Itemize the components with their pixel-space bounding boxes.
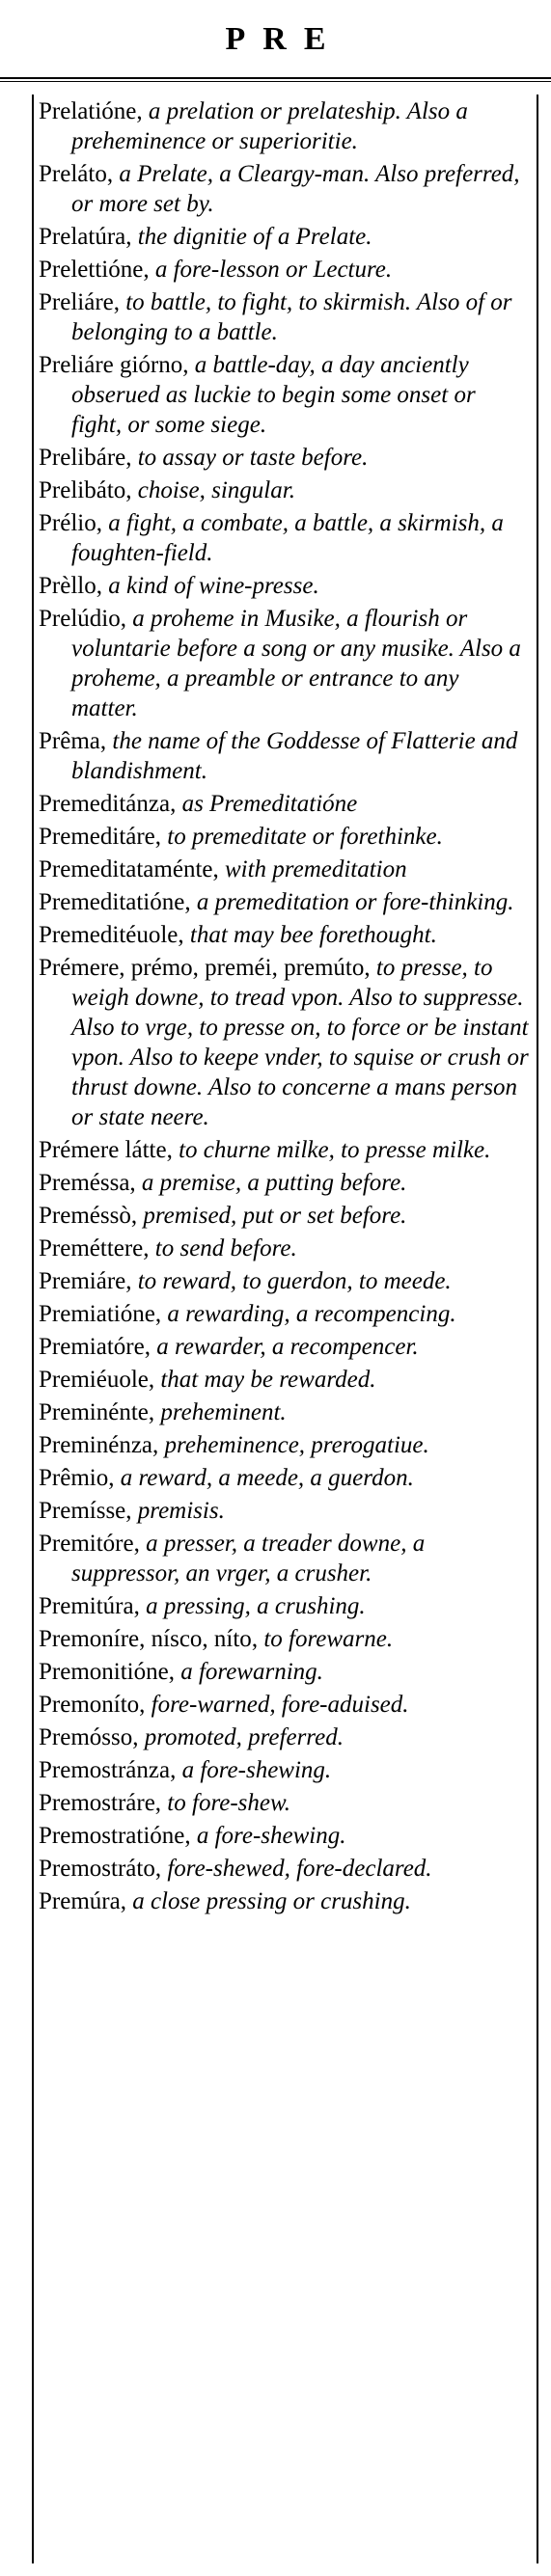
entry-separator: , <box>133 1531 147 1557</box>
entry-definition: premisis. <box>137 1498 225 1524</box>
entry-definition: that may be rewarded. <box>160 1367 376 1393</box>
entry-separator: , <box>184 889 197 915</box>
entry-headword: Premeditáre <box>39 824 155 850</box>
dictionary-entry <box>39 443 531 473</box>
dictionary-entry <box>39 726 531 786</box>
dictionary-entry <box>39 1591 531 1621</box>
entry-definition: premised, put or set before. <box>143 1203 407 1229</box>
entry-separator: , <box>170 791 182 817</box>
dictionary-entry <box>39 1886 531 1916</box>
entry-definition: a reward, a meede, a guerdon. <box>120 1465 414 1491</box>
entry-definition: choise, singular. <box>137 477 295 503</box>
entry-separator: , <box>154 1301 168 1327</box>
entry-headword: Premísse <box>39 1498 126 1524</box>
entry-definition: a close pressing or crushing. <box>132 1888 411 1914</box>
dictionary-entry <box>39 1201 531 1231</box>
entry-separator: , <box>251 1626 264 1652</box>
entry-headword: Prêmio <box>39 1465 109 1491</box>
column-left-rule <box>32 95 34 2563</box>
entry-headword: Premostráto <box>39 1856 155 1882</box>
entry-separator: , <box>178 922 190 948</box>
dictionary-entry <box>39 1168 531 1198</box>
entry-separator: , <box>364 955 376 981</box>
dictionary-entry <box>39 255 531 285</box>
entry-headword: Premonitióne <box>39 1659 169 1685</box>
dictionary-entry <box>39 887 531 917</box>
entry-headword: Prelatióne <box>39 98 137 124</box>
entry-headword: Prèllo <box>39 573 96 599</box>
dictionary-entry <box>39 1397 531 1427</box>
dictionary-entry <box>39 1854 531 1884</box>
entry-separator: , <box>125 224 138 250</box>
dictionary-entry <box>39 1430 531 1460</box>
entry-definition: that may bee forethought. <box>189 922 437 948</box>
entry-headword: Prelatúra <box>39 224 126 250</box>
entry-definition: a forewarning. <box>180 1659 323 1685</box>
entry-headword: Premostratióne <box>39 1823 185 1849</box>
entry-definition: fore-shewed, fore-declared. <box>167 1856 432 1882</box>
dictionary-entry <box>39 1496 531 1526</box>
entry-separator: , <box>136 98 149 124</box>
dictionary-entry <box>39 1234 531 1263</box>
entry-separator: , <box>106 161 120 187</box>
running-head-text: PRE <box>225 21 344 57</box>
entry-separator: , <box>120 1888 133 1914</box>
entry-separator: , <box>139 1692 152 1718</box>
entry-definition: preheminent. <box>160 1399 287 1425</box>
dictionary-entry <box>39 604 531 723</box>
entry-separator: , <box>184 1823 197 1849</box>
dictionary-entry <box>39 508 531 568</box>
entry-headword: Premeditéuole <box>39 922 179 948</box>
entry-headword: Preliáre giórno <box>39 352 183 378</box>
entry-definition: a rewarder, a recompencer. <box>156 1334 419 1360</box>
dictionary-entry <box>39 1690 531 1720</box>
entry-definition: a kind of wine-presse. <box>108 573 319 599</box>
entry-definition: with premeditation <box>224 856 407 882</box>
entry-separator: , <box>99 728 113 754</box>
entry-definition: to battle, to fight, to skirmish. Also of or belonging to a battle. <box>71 289 512 345</box>
entry-headword: Preméssò <box>39 1203 131 1229</box>
dictionary-entry <box>39 1788 531 1818</box>
entry-definition: the name of the Goddesse of Flatterie and blandishment. <box>71 728 518 784</box>
entry-headword: Premoníre, nísco, níto <box>39 1626 252 1652</box>
dictionary-entry <box>39 789 531 819</box>
entry-headword: Preminénza <box>39 1432 153 1458</box>
dictionary-entry <box>39 1365 531 1395</box>
entry-definition: promoted, preferred. <box>144 1724 344 1750</box>
entry-headword: Prêma <box>39 728 100 754</box>
entry-definition: the dignitie of a Prelate. <box>137 224 372 250</box>
entry-definition: a pressing, a crushing. <box>146 1593 366 1619</box>
entry-separator: , <box>148 1367 161 1393</box>
entry-headword: Prémere látte <box>39 1137 167 1163</box>
entry-separator: , <box>96 510 109 536</box>
dictionary-entry <box>39 1299 531 1329</box>
entry-definition: to premeditate or forethinke. <box>167 824 443 850</box>
dictionary-column <box>39 96 531 1919</box>
dictionary-entry <box>39 571 531 601</box>
entry-headword: Prélio <box>39 510 96 536</box>
entry-separator: , <box>96 573 109 599</box>
entry-headword: Premiéuole <box>39 1367 149 1393</box>
entry-definition: a premise, a putting before. <box>141 1170 407 1196</box>
entry-separator: , <box>120 606 133 632</box>
entry-separator: , <box>212 856 225 882</box>
header-rule <box>0 77 551 79</box>
dictionary-entry <box>39 1463 531 1493</box>
entry-definition: a fore-lesson or Lecture. <box>154 257 393 283</box>
entry-separator: , <box>125 1268 138 1294</box>
dictionary-entry <box>39 1657 531 1687</box>
dictionary-entry <box>39 1266 531 1296</box>
entry-separator: , <box>125 1498 138 1524</box>
dictionary-entry <box>39 1332 531 1362</box>
header-rule-thin <box>0 81 551 82</box>
entry-headword: Premeditataménte <box>39 856 213 882</box>
entry-separator: , <box>148 1399 161 1425</box>
entry-definition: preheminence, prerogatiue. <box>164 1432 429 1458</box>
entry-headword: Premitúra <box>39 1593 134 1619</box>
entry-headword: Prelibáre <box>39 445 126 471</box>
entry-definition: to churne milke, to presse milke. <box>179 1137 491 1163</box>
entry-headword: Prelibáto <box>39 477 126 503</box>
entry-headword: Premúra <box>39 1888 121 1914</box>
dictionary-entry <box>39 1135 531 1165</box>
entry-headword: Prelettióne <box>39 257 144 283</box>
entry-headword: Premiáre <box>39 1268 126 1294</box>
entry-definition: to forewarne. <box>263 1626 394 1652</box>
entry-separator: , <box>132 1724 145 1750</box>
dictionary-entry <box>39 854 531 884</box>
entry-separator: , <box>152 1432 165 1458</box>
entry-separator: , <box>154 1790 168 1816</box>
entry-headword: Premeditatióne <box>39 889 185 915</box>
entry-headword: Preláto <box>39 161 107 187</box>
entry-definition: a presser, a treader downe, a suppressor, an vrger, a crusher. <box>71 1531 426 1586</box>
dictionary-entry <box>39 1722 531 1752</box>
dictionary-entry <box>39 222 531 252</box>
entry-definition: to presse, to weigh downe, to tread vpon. Also to suppresse. Also to vrge, to presse on, to force or be instant vpon. Also to keepe vnder, to squise or crush or thrust downe. Also to concerne a mans person or state neere. <box>71 955 529 1130</box>
entry-separator: , <box>108 1465 121 1491</box>
entry-definition: a battle-day, a day anciently obserued as luckie to begin some onset or fight, or some siege. <box>71 352 476 438</box>
entry-definition: a premeditation or fore-thinking. <box>196 889 514 915</box>
entry-definition: as Premeditatióne <box>181 791 358 817</box>
dictionary-entry <box>39 1821 531 1851</box>
entry-separator: , <box>154 824 168 850</box>
entry-headword: Premoníto <box>39 1692 140 1718</box>
entry-separator: , <box>130 1203 144 1229</box>
dictionary-entry <box>39 1624 531 1654</box>
entry-separator: , <box>113 289 126 315</box>
entry-headword: Prelúdio <box>39 606 121 632</box>
entry-separator: , <box>170 1757 182 1783</box>
entry-headword: Premiatóre <box>39 1334 145 1360</box>
entry-headword: Premitóre <box>39 1531 134 1557</box>
dictionary-entry <box>39 287 531 347</box>
entry-definition: to send before. <box>154 1235 297 1261</box>
dictionary-entry <box>39 920 531 950</box>
entry-definition: a proheme in Musike, a flourish or voluntarie before a song or any musike. Also a proheme, a preamble or entrance to any matter. <box>71 606 521 721</box>
entry-headword: Premostránza <box>39 1757 171 1783</box>
entry-separator: , <box>144 1334 157 1360</box>
entry-definition: to fore-shew. <box>167 1790 291 1816</box>
entry-headword: Premostráre <box>39 1790 155 1816</box>
entry-separator: , <box>125 477 138 503</box>
column-right-rule <box>537 95 538 2563</box>
entry-definition: a fore-shewing. <box>196 1823 346 1849</box>
dictionary-entry <box>39 822 531 852</box>
entry-headword: Prémere, prémo, preméi, premúto <box>39 955 365 981</box>
dictionary-entry <box>39 96 531 156</box>
entry-headword: Premósso <box>39 1724 133 1750</box>
entry-definition: to assay or taste before. <box>137 445 369 471</box>
dictionary-entry <box>39 1755 531 1785</box>
dictionary-entry <box>39 159 531 219</box>
entry-headword: Preméttere <box>39 1235 144 1261</box>
entry-definition: a rewarding, a recompencing. <box>167 1301 456 1327</box>
entry-separator: , <box>125 445 138 471</box>
entry-separator: , <box>143 1235 155 1261</box>
running-head <box>0 0 551 68</box>
entry-separator: , <box>154 1856 168 1882</box>
entry-headword: Preliáre <box>39 289 114 315</box>
entry-headword: Premeditánza <box>39 791 171 817</box>
entry-definition: a Prelate, a Cleargy-man. Also preferred, or more set by. <box>71 161 520 217</box>
entry-separator: , <box>168 1659 181 1685</box>
entry-definition: to reward, to guerdon, to meede. <box>137 1268 452 1294</box>
dictionary-entry <box>39 1529 531 1588</box>
dictionary-entry <box>39 475 531 505</box>
entry-separator: , <box>133 1593 147 1619</box>
entry-separator: , <box>166 1137 179 1163</box>
entry-separator: , <box>143 257 155 283</box>
dictionary-entry <box>39 953 531 1132</box>
entry-separator: , <box>129 1170 142 1196</box>
entry-definition: a fore-shewing. <box>181 1757 332 1783</box>
entry-definition: a fight, a combate, a battle, a skirmish, a foughten-field. <box>71 510 504 566</box>
dictionary-entry <box>39 350 531 440</box>
entry-headword: Preminénte <box>39 1399 149 1425</box>
entry-headword: Premiatióne <box>39 1301 155 1327</box>
entry-headword: Preméssa <box>39 1170 130 1196</box>
entry-definition: a prelation or prelateship. Also a preheminence or superioritie. <box>71 98 468 154</box>
entry-definition: fore-warned, fore-aduised. <box>151 1692 409 1718</box>
entry-separator: , <box>182 352 195 378</box>
